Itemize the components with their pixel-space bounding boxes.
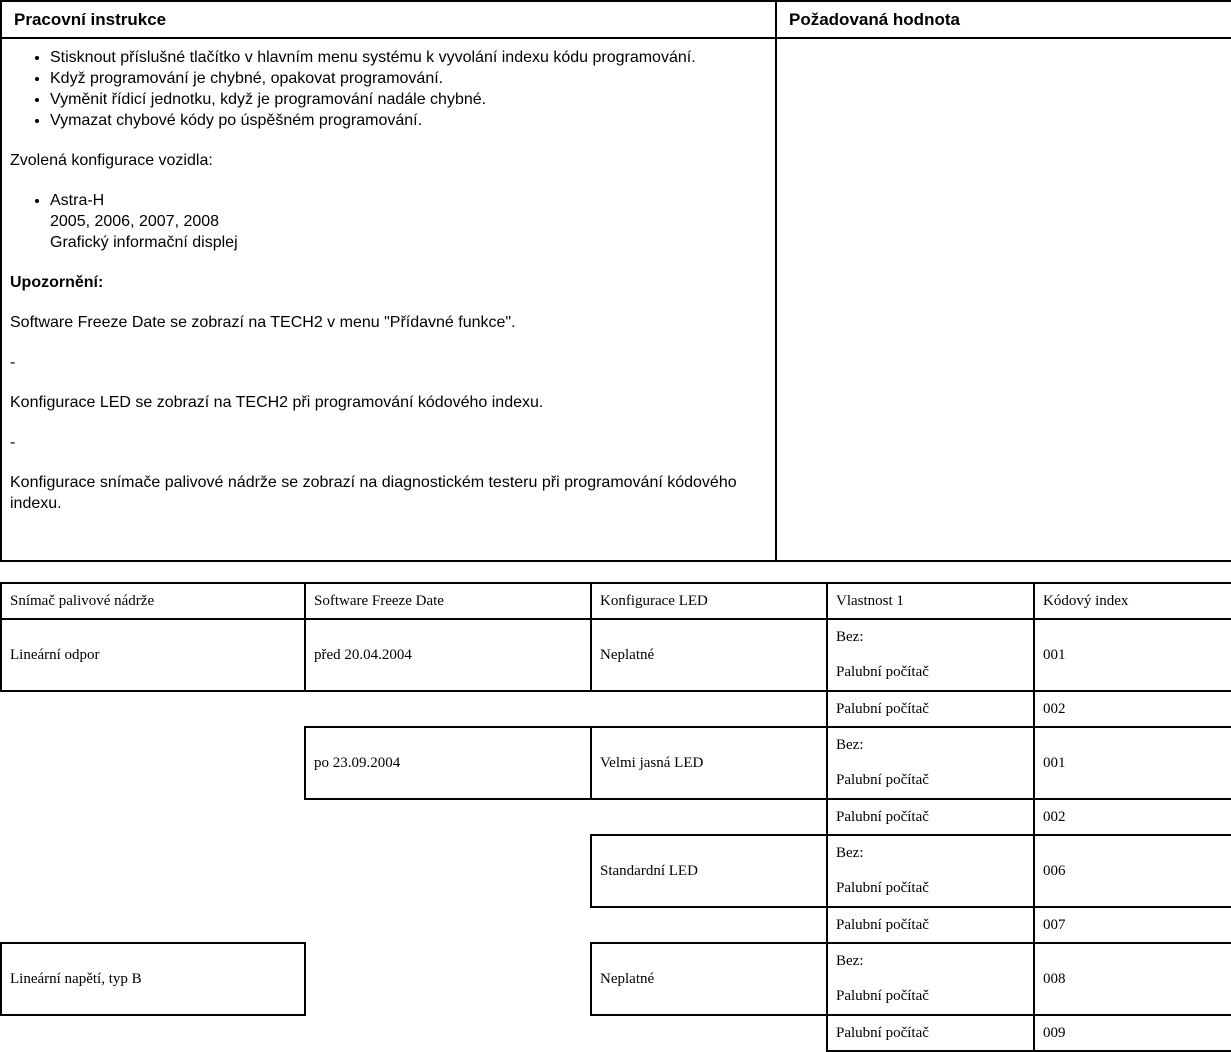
step-item: • Vyměnit řídicí jednotku, když je programování nadále chybné. (50, 89, 767, 110)
led-config-cell: Velmi jasná LED (591, 727, 827, 799)
feature-cell: Palubní počítač (827, 1015, 1034, 1051)
required-value-cell (776, 38, 1231, 561)
sensor-cell: Lineární odpor (1, 619, 305, 691)
step-item: • Stisknout příslušné tlačítko v hlavním menu systému k vyvolání indexu kódu programování. (50, 47, 767, 68)
freeze-date-cell: po 23.09.2004 (305, 727, 591, 799)
work-instruction-header: Pracovní instrukce (1, 1, 776, 38)
feature-onboard-computer: Palubní počítač (836, 772, 929, 788)
feature-onboard-computer: Palubní počítač (836, 880, 929, 896)
step-item: • Když programování je chybné, opakovat programování. (50, 68, 767, 89)
led-config-cell: Standardní LED (591, 835, 827, 907)
separator: - (10, 434, 16, 451)
required-value-header: Požadovaná hodnota (776, 1, 1231, 38)
coding-table (0, 582, 1231, 1052)
code-index-cell: 006 (1034, 835, 1231, 907)
note-text: Konfigurace snímače palivové nádrže se zobrazí na diagnostickém testeru při programování kódového indexu. (10, 474, 737, 512)
code-index-cell: 008 (1034, 943, 1231, 1015)
sensor-cell: Lineární napětí, typ B (1, 943, 305, 1015)
config-display: Grafický informační displej (50, 234, 238, 251)
feature-without: Bez: (836, 953, 864, 969)
config-years: 2005, 2006, 2007, 2008 (50, 213, 220, 230)
feature-cell (827, 619, 1034, 691)
header-freeze-date: Software Freeze Date (305, 583, 591, 619)
config-item (50, 190, 767, 253)
code-index-cell: 009 (1034, 1015, 1231, 1051)
freeze-date-cell: před 20.04.2004 (305, 619, 591, 691)
note-text: Software Freeze Date se zobrazí na TECH2 v menu "Přídavné funkce". (10, 314, 516, 331)
code-index-cell: 002 (1034, 691, 1231, 727)
separator: - (10, 354, 16, 371)
instruction-content (1, 38, 776, 561)
note-text: Konfigurace LED se zobrazí na TECH2 při programování kódového indexu. (10, 394, 544, 411)
header-sensor: Snímač palivové nádrže (1, 583, 305, 619)
code-index-cell: 002 (1034, 799, 1231, 835)
header-code-index: Kódový index (1034, 583, 1231, 619)
feature-cell: Palubní počítač (827, 799, 1034, 835)
header-led-config: Konfigurace LED (591, 583, 827, 619)
feature-without: Bez: (836, 737, 864, 753)
feature-cell: Palubní počítač (827, 907, 1034, 943)
config-model: • Astra-H (50, 192, 105, 209)
feature-cell (827, 835, 1034, 907)
code-index-cell: 007 (1034, 907, 1231, 943)
config-label: Zvolená konfigurace vozidla: (10, 152, 213, 169)
note-title: Upozornění: (10, 274, 104, 291)
feature-cell: Palubní počítač (827, 691, 1034, 727)
led-config-cell: Neplatné (591, 619, 827, 691)
feature-cell (827, 727, 1034, 799)
code-index-cell: 001 (1034, 619, 1231, 691)
feature-without: Bez: (836, 629, 864, 645)
header-feature: Vlastnost 1 (827, 583, 1034, 619)
feature-onboard-computer: Palubní počítač (836, 988, 929, 1004)
led-config-cell: Neplatné (591, 943, 827, 1015)
config-list (10, 190, 767, 253)
feature-without: Bez: (836, 845, 864, 861)
code-index-cell: 001 (1034, 727, 1231, 799)
feature-cell (827, 943, 1034, 1015)
steps-list (10, 47, 767, 131)
feature-onboard-computer: Palubní počítač (836, 664, 929, 680)
step-item: • Vymazat chybové kódy po úspěšném programování. (50, 110, 767, 131)
